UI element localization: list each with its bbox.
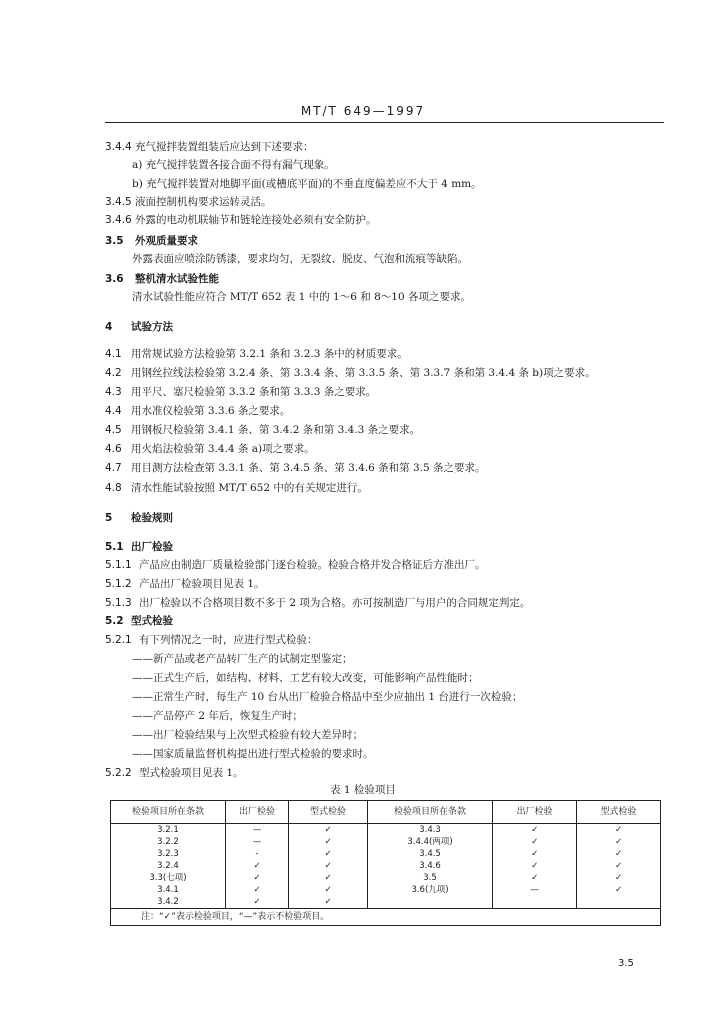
dash-item-5: ——出厂检验结果与上次型式检验有较大差异时； bbox=[132, 729, 363, 741]
clause-3-4-5: 3.4.5 液面控制机构要求运转灵活。 bbox=[105, 196, 272, 208]
page-number: 3.5 bbox=[618, 958, 634, 969]
table-note-row bbox=[111, 909, 661, 926]
table-caption: 表 1 检验项目 bbox=[330, 784, 396, 796]
table-row: 3.2.4 ✓ ✓ 3.4.6 ✓ ✓ bbox=[111, 860, 661, 872]
clause-5-2-1: 5.2.1 有下列情况之一时，应进行型式检验： bbox=[105, 634, 318, 646]
clause-3-4-4-a: a) 充气搅拌装置各接合面不得有漏气现象。 bbox=[132, 159, 335, 171]
col-header-factory-right: 出厂检验 bbox=[493, 801, 577, 824]
clause-3-6-text: 清水试验性能应符合 MT/T 652 表 1 中的 1～6 和 8～10 各项之要求。 bbox=[132, 291, 471, 303]
table-row: 3.3(七项) ✓ ✓ 3.5 ✓ ✓ bbox=[111, 872, 661, 884]
dash-item-2: ——正式生产后，如结构、材料、工艺有较大改变，可能影响产品性能时； bbox=[132, 672, 479, 684]
heading-5-2: 5.2 型式检验 bbox=[105, 615, 173, 627]
col-header-type-left: 型式检验 bbox=[289, 801, 368, 824]
clause-5-1-3: 5.1.3 出厂检验以不合格项目数不多于 2 项为合格。亦可按制造厂与用户的合同规定判定。 bbox=[105, 597, 531, 609]
clause-4-5: 4.5 用钢板尺检验第 3.4.1 条、第 3.4.2 条和第 3.4.3 条之要求。 bbox=[105, 424, 421, 436]
col-header-clause-right: 检验项目所在条款 bbox=[367, 801, 492, 824]
document-code: MT/T 649—1997 bbox=[300, 104, 426, 118]
dash-item-3: ——正常生产时，每生产 10 台从出厂检验合格品中至少应抽出 1 台进行一次检验； bbox=[132, 691, 523, 703]
heading-5-1: 5.1 出厂检验 bbox=[105, 541, 173, 553]
table-row: 3.2.1 — ✓ 3.4.3 ✓ ✓ bbox=[111, 824, 661, 837]
col-header-clause-left: 检验项目所在条款 bbox=[111, 801, 226, 824]
clause-4-1: 4.1 用常规试验方法检验第 3.2.1 条和 3.2.3 条中的材质要求。 bbox=[105, 348, 408, 360]
heading-3-6: 3.6 整机清水试验性能 bbox=[105, 273, 219, 285]
clause-4-3: 4.3 用平尺、塞尺检验第 3.3.2 条和第 3.3.3 条之要求。 bbox=[105, 386, 377, 398]
table-row: 3.2.2 — ✓ 3.4.4(两项) ✓ ✓ bbox=[111, 836, 661, 848]
clause-5-2-2: 5.2.2 型式检验项目见表 1。 bbox=[105, 767, 244, 779]
dash-item-1: ——新产品或老产品转厂生产的试制定型鉴定； bbox=[132, 653, 353, 665]
dash-item-6: ——国家质量监督机构提出进行型式检验的要求时。 bbox=[132, 748, 374, 760]
col-header-factory-left: 出厂检验 bbox=[225, 801, 288, 824]
clause-5-1-1: 5.1.1 产品应由制造厂质量检验部门逐台检验。检验合格并发合格证后方准出厂。 bbox=[105, 559, 486, 571]
table-row: 3.4.2 ✓ ✓ bbox=[111, 896, 661, 909]
header-rule bbox=[105, 122, 664, 123]
clause-3-4-4-b: b) 充气搅拌装置对地脚平面(或槽底平面)的不垂直度偏差应不大于 4 mm。 bbox=[132, 178, 482, 190]
clause-3-4-4: 3.4.4 充气搅拌装置组装后应达到下述要求： bbox=[105, 141, 314, 153]
col-header-type-right: 型式检验 bbox=[577, 801, 661, 824]
clause-4-8: 4.8 清水性能试验按照 MT/T 652 中的有关规定进行。 bbox=[105, 482, 368, 494]
clause-3-5-text: 外露表面应喷涂防锈漆，要求均匀，无裂纹、脱皮、气泡和流痕等缺陷。 bbox=[132, 253, 468, 265]
heading-5: 5 检验规则 bbox=[105, 512, 173, 524]
table-note: 注：“✓”表示检验项目，“—”表示不检验项目。 bbox=[111, 909, 661, 926]
table-row: 3.2.3 - ✓ 3.4.5 ✓ ✓ bbox=[111, 848, 661, 860]
clause-3-4-6: 3.4.6 外露的电动机联轴节和链轮连接处必须有安全防护。 bbox=[105, 214, 377, 226]
clause-4-7: 4.7 用目测方法检查第 3.3.1 条、第 3.4.5 条、第 3.4.6 条和第 3.5 条之要求。 bbox=[105, 462, 486, 474]
table-header-row bbox=[111, 801, 661, 824]
table-row: 3.4.1 ✓ ✓ 3.6(九项) — ✓ bbox=[111, 884, 661, 896]
dash-item-4: ——产品停产 2 年后，恢复生产时； bbox=[132, 710, 303, 722]
inspection-items-table bbox=[110, 800, 661, 926]
clause-4-6: 4.6 用火焰法检验第 3.4.4 条 a)项之要求。 bbox=[105, 443, 315, 455]
heading-4: 4 试验方法 bbox=[105, 321, 173, 333]
clause-4-2: 4.2 用钢丝拉线法检验第 3.2.4 条、第 3.3.4 条、第 3.3.5 条、第 3.3.7 条和第 3.4.4 条 b)项之要求。 bbox=[105, 367, 596, 379]
clause-5-1-2: 5.1.2 产品出厂检验项目见表 1。 bbox=[105, 578, 265, 590]
heading-3-5: 3.5 外观质量要求 bbox=[105, 235, 198, 247]
clause-4-4: 4.4 用水准仪检验第 3.3.6 条之要求。 bbox=[105, 405, 291, 417]
